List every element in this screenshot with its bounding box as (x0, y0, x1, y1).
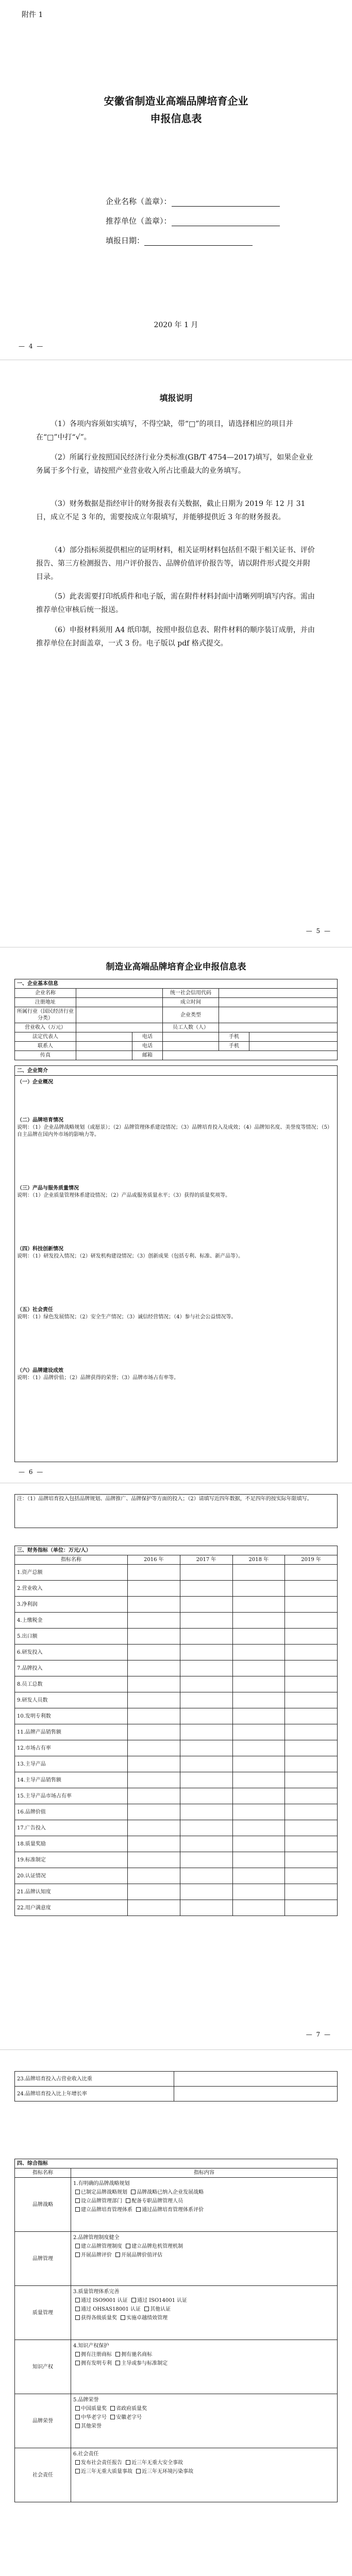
financial-value-cell[interactable] (232, 1676, 285, 1692)
financial-value-cell[interactable] (232, 1804, 285, 1820)
checkbox-icon[interactable] (131, 2190, 136, 2194)
checkbox-icon[interactable] (75, 2424, 80, 2428)
financial-value-cell[interactable] (232, 1788, 285, 1804)
financial-value-cell[interactable] (285, 1852, 338, 1868)
indicator-option-line: 已制定品牌战略规划 品牌战略已纳入企业发展战略 (73, 2189, 335, 2196)
indicator-option-line: 设立品牌管理部门 配备专职品牌管理人员 (73, 2198, 335, 2205)
financial-row-label: 12.市场占有率 (15, 1740, 128, 1756)
indicator-option-line: 近三年无重大质量事故 近三年无环境污染事故 (73, 2468, 335, 2476)
financial-value-cell[interactable] (128, 1772, 180, 1788)
attachment-label: 附件 1 (22, 11, 43, 19)
financial-value-cell[interactable] (232, 1820, 285, 1836)
financial-row (15, 1676, 338, 1692)
indicator-group-row (15, 2232, 338, 2286)
financial-value-cell[interactable] (180, 1613, 232, 1629)
financial-value-cell[interactable] (232, 1645, 285, 1660)
financial-row (15, 1788, 338, 1804)
financial-value-cell[interactable] (180, 1900, 232, 1916)
financial-value-cell[interactable] (232, 1772, 285, 1788)
checkbox-icon[interactable] (136, 2207, 141, 2212)
financial-row (15, 1645, 338, 1660)
financial-row (15, 1597, 338, 1613)
financial-value-cell[interactable] (128, 1645, 180, 1660)
page-divider (0, 2049, 352, 2050)
credit-code-cell[interactable] (219, 989, 338, 998)
financial-row-label: 4.上缴税金 (15, 1613, 128, 1629)
instruction-paragraph: （3）财务数据是指经审计的财务报表有关数据，截止日期为 2019 年 12 月 31 日，成立不足 3 年的，需要按成立年限填写，并能够提供近 3 年的财务报表。 (36, 500, 306, 521)
cover-field-company: 企业名称（盖章）： (106, 196, 280, 207)
financial-value-cell[interactable] (232, 1756, 285, 1772)
financial-value-cell[interactable] (285, 1676, 338, 1692)
financial-value-cell[interactable] (128, 1820, 180, 1836)
financial-value-cell[interactable] (232, 1900, 285, 1916)
checkbox-icon[interactable] (75, 2361, 80, 2365)
financial-value-cell[interactable] (285, 1740, 338, 1756)
financial-value-cell[interactable] (180, 1692, 232, 1708)
financial-value-cell[interactable] (180, 1852, 232, 1868)
indicator-group-row (15, 2286, 338, 2340)
indicator-group-label: 品牌荣誉 (15, 2394, 71, 2448)
instruction-paragraph: （2）所属行业按照国民经济行业分类标准(GB/T 4754—2017)填写，如果企业业务属于多个行业，请按照产业营业收入所占比重最大的业务填写。 (36, 453, 313, 475)
financial-value-cell[interactable] (285, 1565, 338, 1581)
financial-value-cell[interactable] (285, 1597, 338, 1613)
checkbox-icon[interactable] (75, 2198, 80, 2203)
financial-value-cell[interactable] (232, 1613, 285, 1629)
financial-value-cell[interactable] (128, 1565, 180, 1581)
instruction-paragraph: （6）申报材料须用 A4 纸印制，按照申报信息表、附件材料的顺序装订成册，并由推荐单位在封面盖章，一式 3 份。电子版以 pdf 格式提交。 (36, 626, 315, 648)
financial-row (15, 1804, 338, 1820)
indicator-group-row (15, 2340, 338, 2394)
checkbox-icon[interactable] (144, 2307, 149, 2311)
financial-row-label: 13.主导产品 (15, 1756, 128, 1772)
financial-value-cell[interactable] (180, 1804, 232, 1820)
email-cell[interactable] (163, 1051, 338, 1060)
checkbox-icon[interactable] (75, 2190, 80, 2194)
checkbox-icon[interactable] (110, 2406, 115, 2411)
financial-row (15, 1629, 338, 1645)
financial-value-cell[interactable] (285, 1629, 338, 1645)
financial-value-cell[interactable] (285, 1868, 338, 1884)
financial-column-header: 2019 年 (285, 1555, 338, 1565)
checkbox-icon[interactable] (75, 2469, 80, 2473)
financial-row-label: 11.品牌产品销售额 (15, 1724, 128, 1740)
financial-value-cell[interactable] (285, 1645, 338, 1660)
financial-row-label: 9.研发人员数 (15, 1692, 128, 1708)
financial-value-cell[interactable] (180, 1708, 232, 1724)
financial-value-cell[interactable] (180, 1884, 232, 1900)
financial-value-cell[interactable] (232, 1581, 285, 1597)
financial-value-cell[interactable] (180, 1645, 232, 1660)
financial-column-header: 2018 年 (232, 1555, 285, 1565)
indicator-options[interactable] (71, 2448, 338, 2502)
financial-value-cell[interactable] (128, 1597, 180, 1613)
financial-column-header: 指标名称 (15, 1555, 128, 1565)
financial-value-cell[interactable] (180, 1581, 232, 1597)
checkbox-icon[interactable] (131, 2298, 136, 2302)
financial-value-cell[interactable] (285, 1804, 338, 1820)
financial-row-label: 8.员工总数 (15, 1676, 128, 1692)
indicator-option-line: 中华老字号 安徽老字号 (73, 2414, 335, 2421)
financial-value-cell[interactable] (232, 1884, 285, 1900)
indicator-group-row (15, 2394, 338, 2448)
checkbox-icon[interactable] (75, 2207, 80, 2212)
checkbox-icon[interactable] (75, 2415, 80, 2419)
form-page-3 (0, 2050, 352, 2576)
financial-value-cell[interactable] (232, 1565, 285, 1581)
revenue-cell[interactable] (76, 1023, 163, 1032)
financial-note: 注：（1）品牌培育投入包括品牌规划、品牌推广、品牌保护等方面的投入；（2）请填写近四年数据，不足四年的按实际年限填写。 (15, 1495, 338, 1528)
indicator-option-line: 拥有注册商标 拥有驰名商标 (73, 2351, 335, 2359)
indicator-options[interactable] (71, 2178, 338, 2232)
checkbox-icon[interactable] (75, 2352, 80, 2357)
financial-row (15, 1900, 338, 1916)
checkbox-icon[interactable] (126, 2198, 130, 2203)
financial-value-cell[interactable] (180, 1820, 232, 1836)
instruction-paragraph: （5）此表需要打印纸质件和电子版，需在附件材料封面中清晰列明填写内容。需由推荐单位审核后统一报送。 (36, 592, 315, 614)
instruction-paragraph: （1）各项内容须如实填写，不得空缺，带“□”的项目，请选择相应的项目并在“□”中打“√”。 (36, 420, 293, 442)
section-title: 四、综合指标 (15, 2159, 338, 2168)
checkbox-icon[interactable] (75, 2460, 80, 2465)
indicator-option-line: 建立品牌培育管理体系 通过品牌培育管理体系评价 (73, 2207, 335, 2214)
instruction-paragraph: （4）部分指标须提供相应的证明材料，相关证明材料包括但不限于相关证书、评价报告、第三方检测报告、用户评价报告、品牌价值评价报告等，请以附件形式提交并附目录。 (36, 546, 315, 581)
indicator-options[interactable] (71, 2340, 338, 2394)
financial-row-label: 18.质量奖励 (15, 1836, 128, 1852)
financial-row (15, 1581, 338, 1597)
financial-value-cell[interactable] (128, 1804, 180, 1820)
financial-row (15, 1740, 338, 1756)
indicator-option-line: 获得各级质量奖 实施卓越绩效管理 (73, 2315, 335, 2322)
indicator-option-line: 2.品牌管理制度健全 (73, 2235, 120, 2241)
financial-row-label: 14.主导产品销售额 (15, 1772, 128, 1788)
financial-summary-table: 23.品牌培育投入占营业收入比重 24.品牌培育投入比上年增长率 (14, 2071, 338, 2102)
checkbox-icon[interactable] (115, 2361, 120, 2365)
checkbox-icon[interactable] (121, 2315, 125, 2320)
employees-cell[interactable] (219, 1023, 338, 1032)
section-title: 三、财务指标（单位：万元/人） (15, 1546, 338, 1555)
financial-column-header: 2016 年 (128, 1555, 180, 1565)
indicator-group-label: 质量管理 (15, 2286, 71, 2340)
company-type-cell[interactable] (219, 1007, 338, 1023)
financial-value-cell[interactable] (232, 1597, 285, 1613)
financial-row (15, 1820, 338, 1836)
indicator-option-line: 中国质量奖 省政府质量奖 (73, 2405, 335, 2413)
indicator-group-label: 社会责任 (15, 2448, 71, 2502)
financial-row-label: 1.资产总额 (15, 1565, 128, 1581)
financial-value-cell[interactable] (180, 1740, 232, 1756)
financial-value-cell[interactable] (285, 1772, 338, 1788)
cover-date: 2020 年 1 月 (154, 321, 198, 329)
financial-value-cell[interactable] (285, 1581, 338, 1597)
company-name-cell[interactable] (76, 989, 163, 998)
checkbox-icon[interactable] (115, 2252, 120, 2257)
financial-value-cell[interactable] (180, 1868, 232, 1884)
financial-value-cell[interactable] (180, 1676, 232, 1692)
financial-value-cell[interactable] (232, 1724, 285, 1740)
financial-value-cell[interactable] (232, 1740, 285, 1756)
financial-note-table (14, 1494, 338, 1528)
financial-column-header: 2017 年 (180, 1555, 232, 1565)
checkbox-icon[interactable] (75, 2307, 80, 2311)
checkbox-icon[interactable] (75, 2252, 80, 2257)
financial-value-cell[interactable] (285, 1820, 338, 1836)
financial-value-cell[interactable] (128, 1900, 180, 1916)
indicator-option-line: 建立品牌管理制度 建立品牌危机管理机制 (73, 2243, 335, 2250)
financial-row-label: 19.标准制定 (15, 1852, 128, 1868)
financial-value-cell[interactable] (285, 1613, 338, 1629)
cover-title-line2: 申报信息表 (150, 112, 202, 125)
checkbox-icon[interactable] (115, 2352, 120, 2357)
brand-investment-ratio-cell[interactable] (174, 2072, 338, 2087)
instructions-page (0, 361, 352, 948)
financial-value-cell[interactable] (180, 1836, 232, 1852)
indicator-group-row (15, 2178, 338, 2232)
financial-value-cell[interactable] (128, 1724, 180, 1740)
indicator-options[interactable] (71, 2394, 338, 2448)
financial-value-cell[interactable] (128, 1868, 180, 1884)
financial-value-cell[interactable] (285, 1756, 338, 1772)
financial-value-cell[interactable] (128, 1788, 180, 1804)
financial-value-cell[interactable] (180, 1660, 232, 1676)
indicator-group-row (15, 2448, 338, 2502)
indicator-group-label: 品牌管理 (15, 2232, 71, 2286)
indicator-option-line: 6.社会责任 (73, 2451, 99, 2457)
cover-page (0, 0, 352, 361)
contact-cell[interactable] (76, 1042, 132, 1051)
financial-value-cell[interactable] (285, 1692, 338, 1708)
financial-row (15, 1868, 338, 1884)
financial-value-cell[interactable] (128, 1756, 180, 1772)
contact-mobile-cell[interactable] (249, 1042, 338, 1051)
financial-row-label: 6.研发投入 (15, 1645, 128, 1660)
financial-value-cell[interactable] (232, 1660, 285, 1676)
financial-value-cell[interactable] (232, 1852, 285, 1868)
company-profile-content[interactable]: （一）企业概况 （二）品牌培育情况 说明：（1）企业品牌战略规划（或愿景）；（2）品牌管理体系建设情况；（3）品牌培育投入及成效；（4）品牌知名度、美誉度等情况；（5）自主品牌在国内外市场的影响力等。 （三）产品与服务质量情况 说明：（1）企业质量管理体系建设情况；（2）产品或服务质量水平；（3）获得的质量奖项等。 （四）科技创新情况 说明：（1）研发投入情况；（2）研发机构建设情况；（3）创新成果（包括专利、标准、新产品等）。 （五）社会责任 说明：（1）绿色发展情况；（2）安全生产情况；（3）诚信经营情况；（4）参与社会公益情况等。 （六）品牌建设成效 说明：（1）品牌价值；（2）品牌获得的荣誉；（3）品牌市场占有率等。 (15, 1076, 338, 1462)
checkbox-icon[interactable] (75, 2298, 80, 2302)
comprehensive-table: 四、综合指标 指标名称 指标内容 品牌战略 1.有明确的品牌战略规划 已制定品牌战略规划 品牌战略已纳入企业发展战略 设立品牌管理部门 配备专职品牌管理人员 建立品牌培育管理体系 通过品牌培育管理体系评价 品牌管理 2.品牌管理制度健全 建立品牌管理制度 建立品牌危机管理机制 开展品牌评价 开展品牌价值评估 质量管理 3.质量管理体系完善 通过 ISO9001 认证 通过 ISO14001 认证 通过 OHSAS18001 认证 其他认证 获得各级质量奖 实施卓越绩效管理 知识产权 4.知识产权保护 拥有注册商标 拥有驰名商标 拥有发明专利 主导或参与标准制定 品牌荣誉 5.品牌荣誉 中国质量奖 省政府质量奖 中华老字号 安徽老字号 其他荣誉 社会责任 6.社会责任 发布社会责任报告 近三年无重大安全事故 近三年无重大质量事故 近三年无环境污染事故 (14, 2159, 338, 2502)
page-number: — 5 — (306, 927, 331, 935)
indicator-option-line: 4.知识产权保护 (73, 2343, 109, 2349)
industry-cell[interactable] (76, 1007, 163, 1023)
section-title: 二、企业简介 (15, 1066, 338, 1076)
indicator-option-line: 其他荣誉 (73, 2423, 335, 2430)
financial-value-cell[interactable] (232, 1868, 285, 1884)
address-cell[interactable] (76, 998, 163, 1007)
indicator-group-label: 知识产权 (15, 2340, 71, 2394)
financial-value-cell[interactable] (128, 1852, 180, 1868)
financial-row-label: 15.主导产品市场占有率 (15, 1788, 128, 1804)
indicator-option-line: 发布社会责任报告 近三年无重大安全事故 (73, 2460, 335, 2467)
indicator-option-line: 3.质量管理体系完善 (73, 2289, 120, 2295)
legal-rep-mobile-cell[interactable] (249, 1032, 338, 1042)
financial-value-cell[interactable] (180, 1724, 232, 1740)
basic-info-table: 一、企业基本信息 企业名称 统一社会信用代码 注册地址 成立时间 所属行业（国民经济行业分类） 企业类型 营业收入（万元） 员工人数（人） 法定代表人 电话 手机 联系人 电话 手机 传真 邮箱 (14, 979, 338, 1060)
financial-value-cell[interactable] (128, 1676, 180, 1692)
financial-row-label: 7.品牌投入 (15, 1660, 128, 1676)
financial-value-cell[interactable] (128, 1740, 180, 1756)
page-number: — 4 — (19, 343, 44, 350)
financial-value-cell[interactable] (232, 1836, 285, 1852)
financial-value-cell[interactable] (128, 1629, 180, 1645)
financial-value-cell[interactable] (285, 1884, 338, 1900)
financial-table (14, 1546, 338, 1916)
financial-value-cell[interactable] (128, 1660, 180, 1676)
financial-value-cell[interactable] (232, 1629, 285, 1645)
form-page-2 (0, 1484, 352, 2050)
financial-value-cell[interactable] (285, 1788, 338, 1804)
financial-value-cell[interactable] (285, 1660, 338, 1676)
financial-value-cell[interactable] (180, 1629, 232, 1645)
checkbox-icon[interactable] (110, 2415, 115, 2419)
indicator-option-line: 1.有明确的品牌战略规划 (73, 2181, 130, 2187)
financial-value-cell[interactable] (180, 1756, 232, 1772)
indicator-option-line: 通过 OHSAS18001 认证 其他认证 (73, 2306, 335, 2313)
financial-row (15, 1772, 338, 1788)
checkbox-icon[interactable] (75, 2315, 80, 2320)
cover-title-line1: 安徽省制造业高端品牌培育企业 (104, 95, 248, 107)
financial-row (15, 1565, 338, 1581)
checkbox-icon[interactable] (75, 2244, 80, 2248)
page-number: — 6 — (19, 1468, 44, 1476)
financial-row-label: 17.广告投入 (15, 1820, 128, 1836)
financial-value-cell[interactable] (128, 1613, 180, 1629)
financial-value-cell[interactable] (128, 1708, 180, 1724)
financial-row (15, 1660, 338, 1676)
founding-date-cell[interactable] (219, 998, 338, 1007)
financial-row (15, 1756, 338, 1772)
legal-rep-cell[interactable] (76, 1032, 132, 1042)
checkbox-icon[interactable] (136, 2469, 141, 2473)
financial-row-label: 20.认证情况 (15, 1868, 128, 1884)
financial-row (15, 1836, 338, 1852)
indicator-option-line: 拥有发明专利 主导或参与标准制定 (73, 2360, 335, 2367)
indicator-group-label: 品牌战略 (15, 2178, 71, 2232)
contact-phone-cell[interactable] (163, 1042, 219, 1051)
cover-field-date: 填报日期： (106, 235, 253, 246)
checkbox-icon[interactable] (126, 2460, 130, 2465)
financial-row-label: 3.净利润 (15, 1597, 128, 1613)
legal-rep-phone-cell[interactable] (163, 1032, 219, 1042)
indicator-options[interactable] (71, 2286, 338, 2340)
page-number: — 7 — (306, 2031, 331, 2038)
indicator-option-line: 开展品牌评价 开展品牌价值评估 (73, 2252, 335, 2259)
company-profile-table (14, 1065, 338, 1462)
financial-value-cell[interactable] (180, 1597, 232, 1613)
financial-value-cell[interactable] (232, 1708, 285, 1724)
cover-field-recommender: 推荐单位（盖章）： (106, 215, 280, 226)
instructions-title: 填报说明 (159, 393, 193, 403)
form-title: 制造业高端品牌培育企业申报信息表 (106, 962, 246, 972)
financial-value-cell[interactable] (180, 1788, 232, 1804)
indicator-options[interactable] (71, 2232, 338, 2286)
financial-value-cell[interactable] (180, 1565, 232, 1581)
financial-value-cell[interactable] (180, 1772, 232, 1788)
indicator-option-line: 5.品牌荣誉 (73, 2397, 99, 2403)
financial-row (15, 1724, 338, 1740)
financial-row-label: 5.出口额 (15, 1629, 128, 1645)
financial-row (15, 1884, 338, 1900)
indicator-option-line: 通过 ISO9001 认证 通过 ISO14001 认证 (73, 2297, 335, 2304)
financial-value-cell[interactable] (285, 1708, 338, 1724)
financial-value-cell[interactable] (232, 1692, 285, 1708)
financial-row (15, 1613, 338, 1629)
financial-value-cell[interactable] (128, 1692, 180, 1708)
financial-row (15, 1708, 338, 1724)
financial-row-label: 21.品牌认知度 (15, 1884, 128, 1900)
financial-row-label: 22.用户满意度 (15, 1900, 128, 1916)
financial-value-cell[interactable] (285, 1900, 338, 1916)
financial-row-label: 10.发明专利数 (15, 1708, 128, 1724)
financial-row (15, 1852, 338, 1868)
section-title: 一、企业基本信息 (15, 979, 338, 989)
financial-row-label: 2.营业收入 (15, 1581, 128, 1597)
financial-value-cell[interactable] (128, 1884, 180, 1900)
checkbox-icon[interactable] (75, 2406, 80, 2411)
brand-investment-growth-cell[interactable] (174, 2087, 338, 2102)
fax-cell[interactable] (76, 1051, 132, 1060)
financial-value-cell[interactable] (128, 1581, 180, 1597)
financial-row (15, 1692, 338, 1708)
financial-row-label: 16.品牌价值 (15, 1804, 128, 1820)
financial-value-cell[interactable] (285, 1836, 338, 1852)
form-page-1 (0, 948, 352, 1484)
financial-value-cell[interactable] (128, 1836, 180, 1852)
financial-value-cell[interactable] (285, 1724, 338, 1740)
checkbox-icon[interactable] (126, 2244, 130, 2248)
